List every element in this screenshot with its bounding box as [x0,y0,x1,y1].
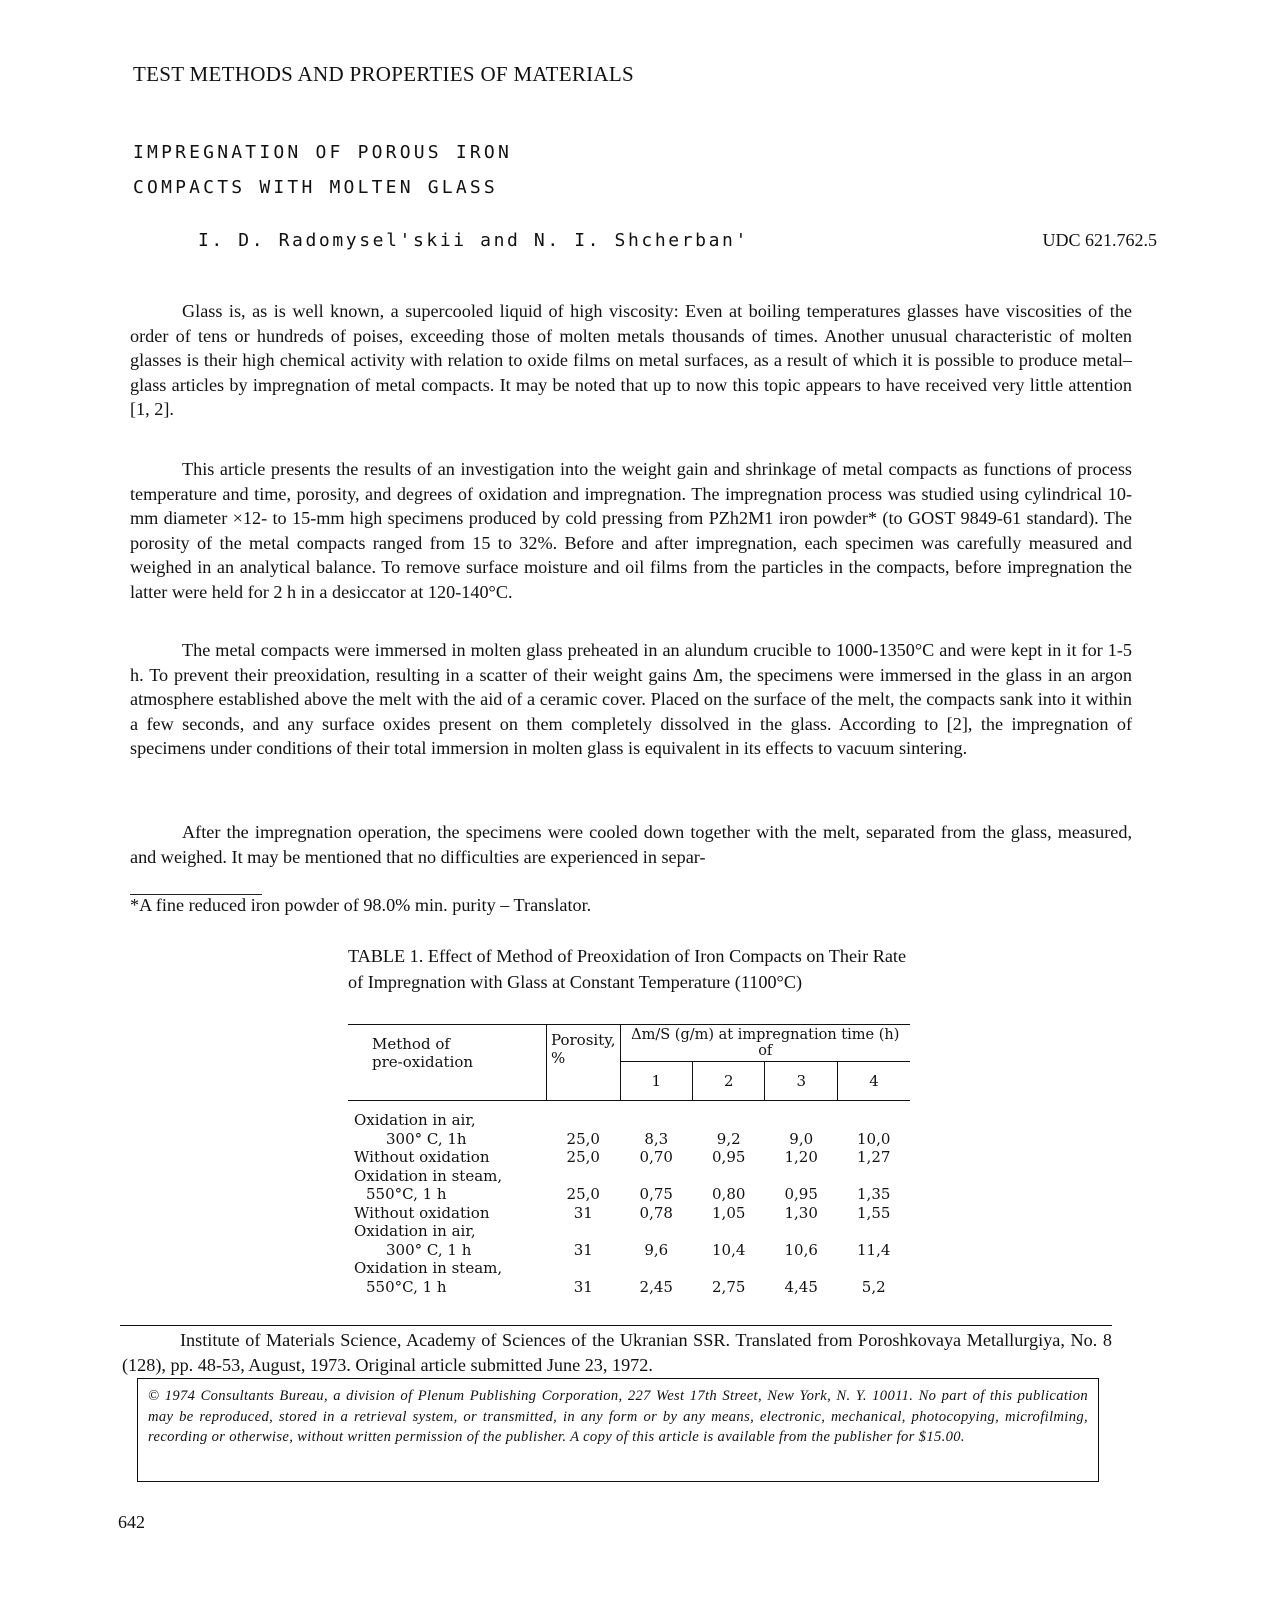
value-cell: 1,30 [784,1203,818,1222]
table-row [348,1167,910,1186]
value-cell: 1,20 [784,1148,818,1166]
data-table [348,1024,910,1296]
paragraph-3 [130,638,1132,761]
value-cell: 9,0 [789,1129,814,1148]
paragraph-2-text: This article presents the results of an investigation into the weight gain and shrinkage of metal compacts as functions of process temperature and time, porosity, and degrees of oxidation and impregnation. The impregnation process was studied using cylindrical 10-mm diameter ×12- to 15-mm high specimens produced by cold pressing from PZh2M1 iron powder* (to GOST 9849-61 standard). The porosity of the metal compacts ranged from 15 to 32%. Before and after impregnation, each specimen was carefully measured and weighed in an analytical balance. To remove surface moisture and oil films from the particles in the compacts, before impregnation the latter were held for 2 h in a desiccator at 120-140°C. [130,459,1132,602]
method-cell: Oxidation in steam, [354,1259,503,1277]
paragraph-3-text: The metal compacts were immersed in molten glass preheated in an alundum crucible to 1000-1350°C and were kept in it for 1-5 h. To prevent their preoxidation, resulting in a scatter of their weight gains Δm, the specimens were immersed in the glass in an argon atmosphere established above the melt with the aid of a ceramic cover. Placed on the surface of the melt, the compacts sank into it within a few seconds, and any surface oxides present on them completely dissolved in the glass. According to [2], the impregnation of specimens under conditions of their total immersion in molten glass is equivalent in its effects to vacuum sintering. [130,640,1132,759]
value-cell: 0,80 [712,1185,746,1203]
table-row [348,1185,910,1204]
value-cell: 10,4 [712,1240,746,1259]
value-cell: 2,75 [712,1277,746,1296]
copyright-notice: © 1974 Consultants Bureau, a division of Plenum Publishing Corporation, 227 West 17th Street, New York, N. Y. 10011. No part of this publication may be reproduced, stored in a retrieval system, or transmitted, in any form or by any means, electronic, mechanical, photocopying, microfilming, recording or otherwise, without written permission of the publisher. A copy of this article is available from the publisher for $15.00. [148,1388,1088,1445]
method-cell: Without oxidation [354,1148,490,1166]
method-cell: Oxidation in steam, [354,1166,503,1185]
affiliation-rule [120,1325,1112,1326]
value-cell: 10,0 [857,1129,891,1148]
method-cell: 300° C, 1h [386,1129,467,1148]
value-cell: 0,95 [712,1148,746,1166]
value-cell: 1,05 [712,1203,746,1222]
table-caption: TABLE 1. Effect of Method of Preoxidation of Iron Compacts on Their Rate of Impregnation with Glass at Constant Temperature (1100°C) [348,946,907,992]
table-row [348,1148,910,1167]
paragraph-2 [130,457,1132,605]
value-cell: 0,70 [639,1148,673,1166]
value-cell: 9,6 [644,1240,669,1259]
affiliation [122,1328,1112,1377]
page-number: 642 [118,1512,145,1532]
affiliation-text: Institute of Materials Science, Academy of Sciences of the Ukranian SSR. Translated from Poroshkovaya Metallurgiya, No. 8 (128), pp. 48-53, August, 1973. Original article submitted June 23, 1972. [122,1330,1112,1375]
table-row [348,1278,910,1297]
value-cell: 8,3 [644,1129,669,1148]
value-cell: 5,2 [861,1277,886,1296]
column-header-porosity: Porosity, % [547,1025,621,1101]
method-cell: Without oxidation [354,1203,490,1222]
time-header-2: 2 [692,1062,764,1101]
table-row [348,1204,910,1223]
paragraph-1-text: Glass is, as is well known, a supercooled liquid of high viscosity: Even at boiling temperatures glasses have viscosities of the order of tens or hundreds of poises, exceeding those of molten metals thousands of times. Another unusual characteristic of molten glasses is their high chemical activity with relation to oxide films on metal surfaces, as a result of which it is possible to produce metal–glass articles by impregnation of metal compacts. It may be noted that up to now this topic appears to have received very little attention [1, 2]. [130,301,1132,420]
value-cell: 11,4 [857,1240,891,1259]
copyright-box [137,1378,1099,1482]
article-title-line-2: COMPACTS WITH MOLTEN GLASS [133,177,498,198]
method-cell: 300° C, 1 h [386,1240,472,1259]
paragraph-1 [130,299,1132,422]
method-cell: Oxidation in air, [354,1111,476,1129]
footnote: *A fine reduced iron powder of 98.0% min. purity – Translator. [130,895,592,915]
value-cell: 0,75 [639,1185,673,1203]
section-heading: TEST METHODS AND PROPERTIES OF MATERIALS [133,62,634,86]
value-cell: 1,27 [857,1148,891,1166]
paragraph-4-text: After the impregnation operation, the specimens were cooled down together with the melt, separated from the glass, measured, and weighed. It may be mentioned that no difficulties are experienced in separ- [130,822,1132,867]
method-cell: 550°C, 1 h [366,1185,447,1203]
table-row [348,1111,910,1130]
value-cell: 2,45 [639,1277,673,1296]
porosity-cell: 25,0 [566,1129,600,1148]
value-cell: 10,6 [784,1240,818,1259]
time-header-4: 4 [837,1062,910,1101]
porosity-cell: 31 [573,1277,593,1296]
value-cell: 4,45 [784,1277,818,1296]
value-cell: 9,2 [716,1129,741,1148]
value-cell: 0,95 [784,1185,818,1203]
table-row [348,1130,910,1149]
value-cell: 1,55 [857,1203,891,1222]
porosity-cell: 25,0 [566,1185,600,1203]
value-cell: 1,35 [857,1185,891,1203]
porosity-cell: 31 [573,1240,593,1259]
method-cell: Oxidation in air, [354,1222,476,1240]
table-row [348,1259,910,1278]
value-cell: 0,78 [639,1203,673,1222]
udc-code: UDC 621.762.5 [1042,230,1157,250]
paragraph-4 [130,820,1132,869]
porosity-cell: 25,0 [566,1148,600,1166]
time-header-1: 1 [620,1062,692,1101]
authors: I. D. Radomysel'skii and N. I. Shcherban' [198,230,749,251]
table-row [348,1222,910,1241]
time-header-3: 3 [765,1062,837,1101]
column-header-group: Δm/S (g/m) at impregnation time (h) of [620,1025,910,1062]
porosity-cell: 31 [573,1203,593,1222]
article-title-line-1: IMPREGNATION OF POROUS IRON [133,142,512,163]
column-header-method: Method of pre-oxidation [348,1025,547,1101]
method-cell: 550°C, 1 h [366,1277,447,1296]
table-row [348,1241,910,1260]
